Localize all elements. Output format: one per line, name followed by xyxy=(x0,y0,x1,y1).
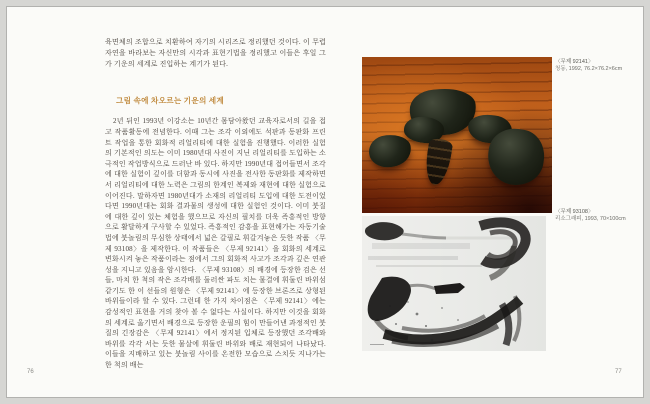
bronze-boat-shape xyxy=(423,137,454,186)
artwork-details: 청동, 1992, 76.2×76.2×6cm xyxy=(555,66,623,72)
artwork-title: 〈무제 92141〉 xyxy=(555,59,594,65)
ink-brushstrokes-graphic xyxy=(362,216,546,351)
abstract-ink-painting xyxy=(362,216,546,351)
artwork-caption xyxy=(555,209,641,223)
artwork-details: 리소그래피, 1993, 70×100cm xyxy=(555,216,626,222)
sculpture-photo xyxy=(362,57,552,213)
text-column xyxy=(105,37,326,371)
page-number-left: 76 xyxy=(27,369,34,375)
open-book-pages xyxy=(6,6,644,398)
body-paragraph: 2년 뒤인 1993년 이강소는 10년간 몸담아왔던 교육자로서의 길을 접고 작품활동에 전념한다. 이때 그는 조각 이외에도 석판과 동판화 프린트 작업을 통한 회화적 리얼리티에 대한 실험을 진행했다. 이러한 실험의 기본적인 의도는 이미 1980년대 사진이 지닌 리얼리티를 도입하는 소극적인 작업방식으로 드러난 바 있다. 하지만 1990년대 접어들면서 조각에 대한 실험이 깊이를 더함과 동시에 사진을 전사한 동판화를 제작하면서 리얼리티에 대한 노력은 그림의 한계인 복제와 재현에 대한 실험으로 이어진다. 말하자면 1980년대가 소재의 리얼리티 도입에 대한 도전이었다면 1990년대는 회화 결과물의 생성에 대한 실험인 것이다. 이미 붓질에 대한 깊이 있는 체험을 했으므로 자신의 필치를 더욱 즉흥적인 방향으로 활달하게 구사할 수 있었다. 즉흥적인 감흥을 표현해가는 자동기술법에 붓놀림의 무심한 상태에서 넓은 갈필로 휘갈겨놓은 듯한 작품 〈무제 93108〉을 제작한다. 이 작품들은 〈무제 92141〉을 회화의 세계로 변화시켜 놓은 작품이라는 점에서 그의 회화적 사고가 조각과 깊은 연관성을 지니고 있음을 암시한다. 〈무제 93108〉의 배경에 등장한 검은 선들, 마치 한 척의 작은 조각배를 둘러싼 파도 치는 물결에 휘둘린 바위섬 같기도 한 이 선들의 원형은 〈무제 92141〉에 등장한 브론즈로 상형된 바위들이라 할 수 있다. 그런데 한 가지 차이점은 〈무제 92141〉에는 감성적인 표현을 거의 찾아 볼 수 없다는 사실이다. 하지만 이것을 회화의 세계로 옮기면서 배경으로 등장한 운필의 힘이 만들어낸 과정적인 붓질의 긴장감은 〈무제 92141〉에서 정지된 입체로 등장했던 조각배와 바위를 각각 서는 듯한 물살에 휘둘린 바위와 배로 재현되어 나타났다. 이들을 지배하고 있는 붓놀림 사이를 온전한 모습으로 스치듯 지나가는 한 척의 배는 xyxy=(105,117,326,370)
artwork-caption xyxy=(555,59,641,73)
boat-silhouette xyxy=(434,283,465,294)
bronze-rock-shape xyxy=(367,133,412,169)
page-number-right: 77 xyxy=(615,369,622,375)
section-heading: 그림 속에 차오르는 기운의 세계 xyxy=(116,96,225,106)
intro-paragraph: 육면체의 조합으로 치환하여 자기의 시리즈로 정리했던 것이다. 이 무렵 자연을 바라보는 자신만의 시각과 표현기법을 정리했고 이들은 후일 그가 기운의 세계로 진입하는 계기가 된다. xyxy=(105,38,326,68)
artwork-title: 〈무제 93108〉 xyxy=(555,209,594,215)
